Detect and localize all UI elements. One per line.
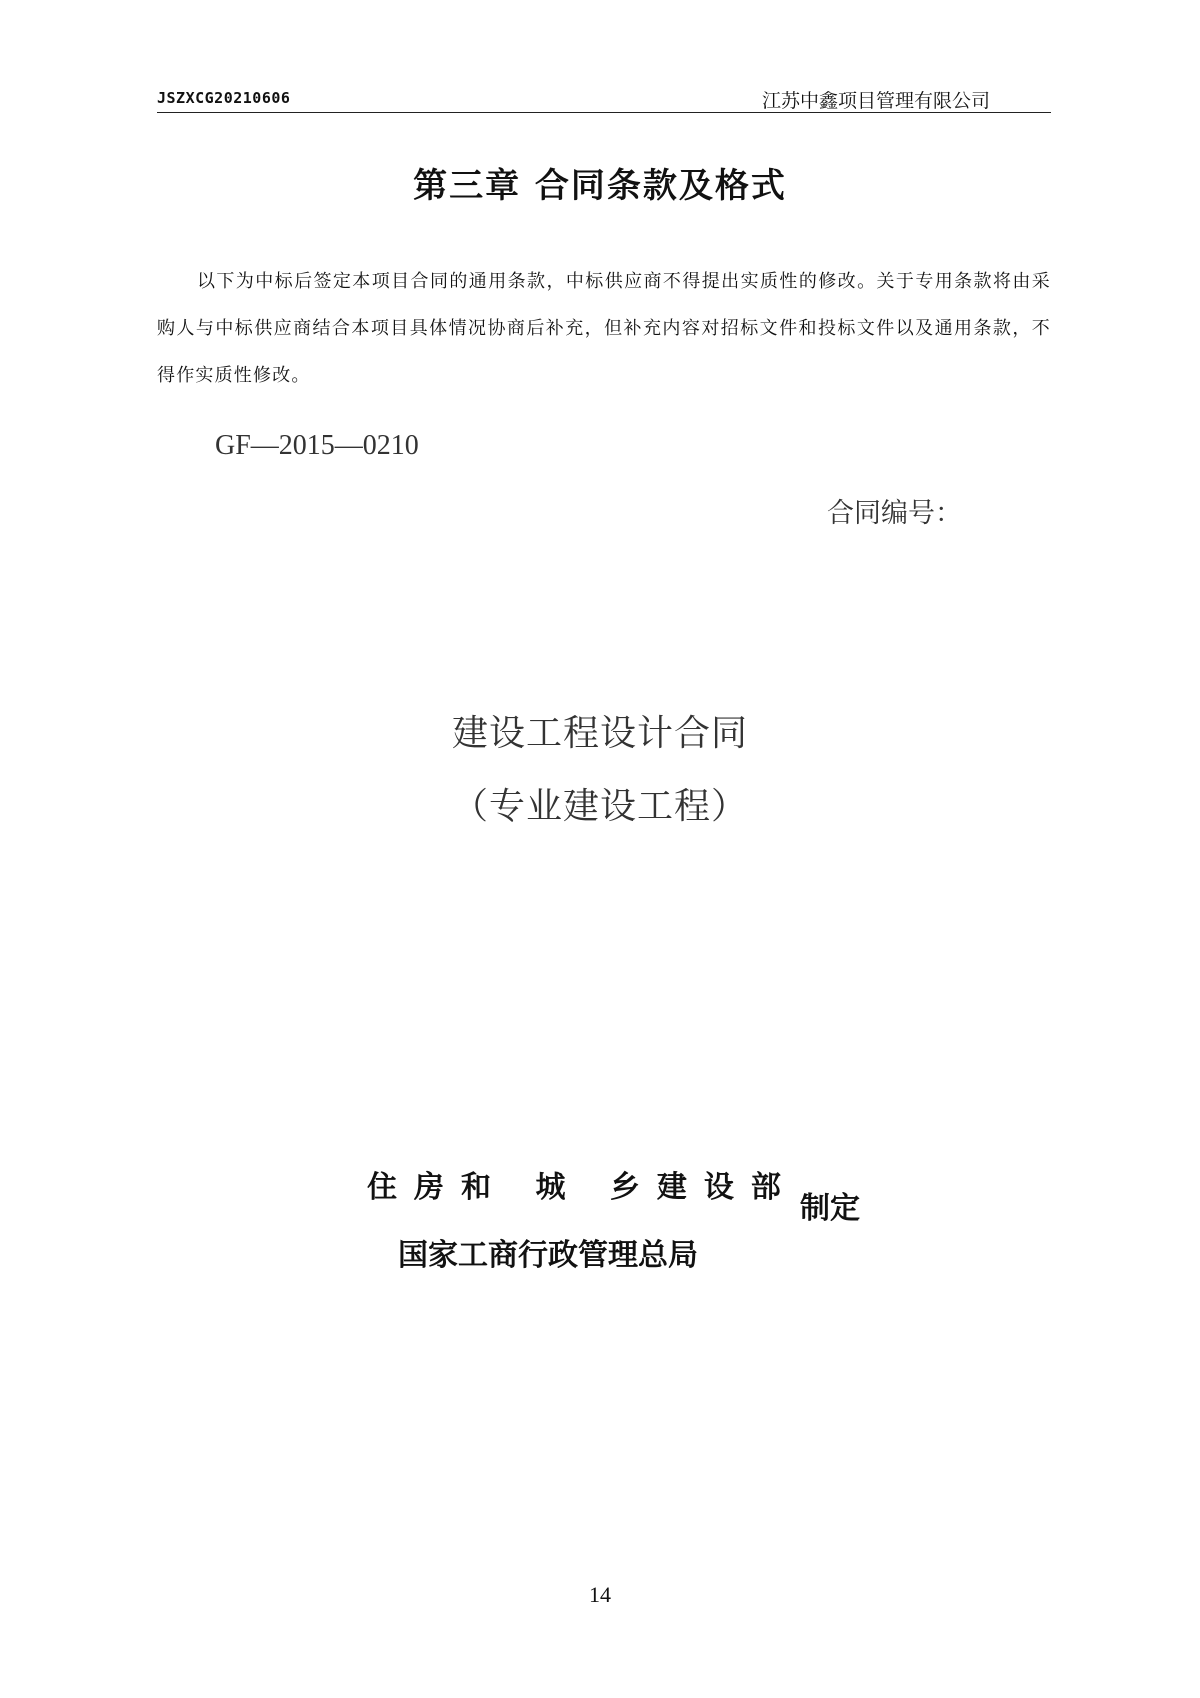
issuer-bureau: 国家工商行政管理总局 xyxy=(398,1238,698,1273)
page-number: 14 xyxy=(589,1582,611,1607)
company-name: 江苏中鑫项目管理有限公司 xyxy=(761,90,990,112)
header-divider xyxy=(157,112,1051,113)
contract-title: 建设工程设计合同 xyxy=(451,713,748,754)
intro-paragraph: 以下为中标后签定本项目合同的通用条款，中标供应商不得提出实质性的修改。关于专用条款将由采购人与中标供应商结合本项目具体情况协商后补充，但补充内容对招标文件和投标文件以及通用条款，不得作实质性修改。 xyxy=(157,271,1051,386)
contract-number-label: 合同编号： xyxy=(827,498,962,529)
contract-code: GF—2015—0210 xyxy=(215,430,419,461)
document-code: JSZXCG20210606 xyxy=(157,89,291,107)
contract-subtitle: （专业建设工程） xyxy=(451,786,748,827)
issuer-ministry: 住房和 城 乡建设部 xyxy=(367,1170,798,1205)
chapter-title: 第三章 合同条款及格式 xyxy=(413,166,787,206)
issuer-made-by: 制定 xyxy=(800,1191,860,1226)
